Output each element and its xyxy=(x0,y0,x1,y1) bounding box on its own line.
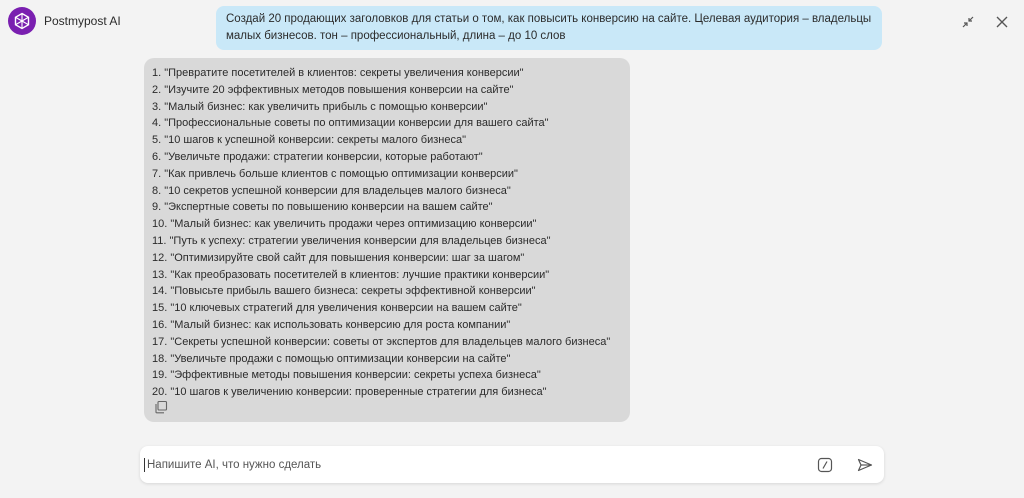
window-controls xyxy=(960,14,1010,30)
composer xyxy=(140,446,884,483)
list-item: 5. "10 шагов к успешной конверсии: секреты малого бизнеса" xyxy=(152,134,466,147)
headline-list xyxy=(152,65,622,401)
list-item: 1. "Превратите посетителей в клиентов: секреты увеличения конверсии" xyxy=(152,67,524,79)
slash-command-icon[interactable] xyxy=(816,456,834,474)
list-item: 10. "Малый бизнес: как увеличить продажи через оптимизацию конверсии" xyxy=(152,218,537,231)
app-name: Postmypost AI xyxy=(44,14,121,28)
send-icon[interactable] xyxy=(856,456,874,474)
assistant-message xyxy=(144,58,630,422)
list-item: 4. "Профессиональные советы по оптимизации конверсии для вашего сайта" xyxy=(152,117,549,130)
brand xyxy=(8,7,121,35)
list-item: 15. "10 ключевых стратегий для увеличения конверсии на вашем сайте" xyxy=(152,302,522,315)
list-item: 9. "Экспертные советы по повышению конверсии на вашем сайте" xyxy=(152,201,493,214)
composer-actions xyxy=(816,456,874,474)
list-item: 2. "Изучите 20 эффективных методов повышения конверсии на сайте" xyxy=(152,83,514,96)
list-item: 20. "10 шагов к увеличению конверсии: проверенные стратегии для бизнеса" xyxy=(152,386,547,399)
close-icon[interactable] xyxy=(994,14,1010,30)
collapse-icon[interactable] xyxy=(960,14,976,30)
list-item: 13. "Как преобразовать посетителей в клиентов: лучшие практики конверсии" xyxy=(152,268,550,281)
list-item: 8. "10 секретов успешной конверсии для владельцев малого бизнеса" xyxy=(152,184,511,197)
prompt-input[interactable] xyxy=(145,458,816,472)
list-item: 6. "Увеличьте продажи: стратегии конверсии, которые работают" xyxy=(152,150,483,163)
list-item: 17. "Секреты успешной конверсии: советы от экспертов для владельцев малого бизнеса" xyxy=(152,335,611,348)
list-item: 16. "Малый бизнес: как использовать конверсию для роста компании" xyxy=(152,318,511,331)
list-item: 14. "Повысьте прибыль вашего бизнеса: секреты эффективной конверсии" xyxy=(152,285,536,298)
postmypost-logo-icon xyxy=(8,7,36,35)
user-message: Создай 20 продающих заголовков для статьи о том, как повысить конверсию на сайте. Целевая аудитория – владельцы малых бизнесов. тон – профессиональный, длина – до 10 слов xyxy=(216,6,882,50)
list-item: 18. "Увеличьте продажи с помощью оптимизации конверсии на сайте" xyxy=(152,352,511,365)
list-item: 7. "Как привлечь больше клиентов с помощью оптимизации конверсии" xyxy=(152,167,518,180)
list-item: 3. "Малый бизнес: как увеличить прибыль с помощью конверсии" xyxy=(152,100,488,113)
copy-icon[interactable] xyxy=(154,400,168,414)
list-item: 19. "Эффективные методы повышения конверсии: секреты успеха бизнеса" xyxy=(152,369,541,382)
list-item: 12. "Оптимизируйте свой сайт для повышения конверсии: шаг за шагом" xyxy=(152,251,525,264)
list-item: 11. "Путь к успеху: стратегии увеличения конверсии для владельцев бизнеса" xyxy=(152,234,551,247)
